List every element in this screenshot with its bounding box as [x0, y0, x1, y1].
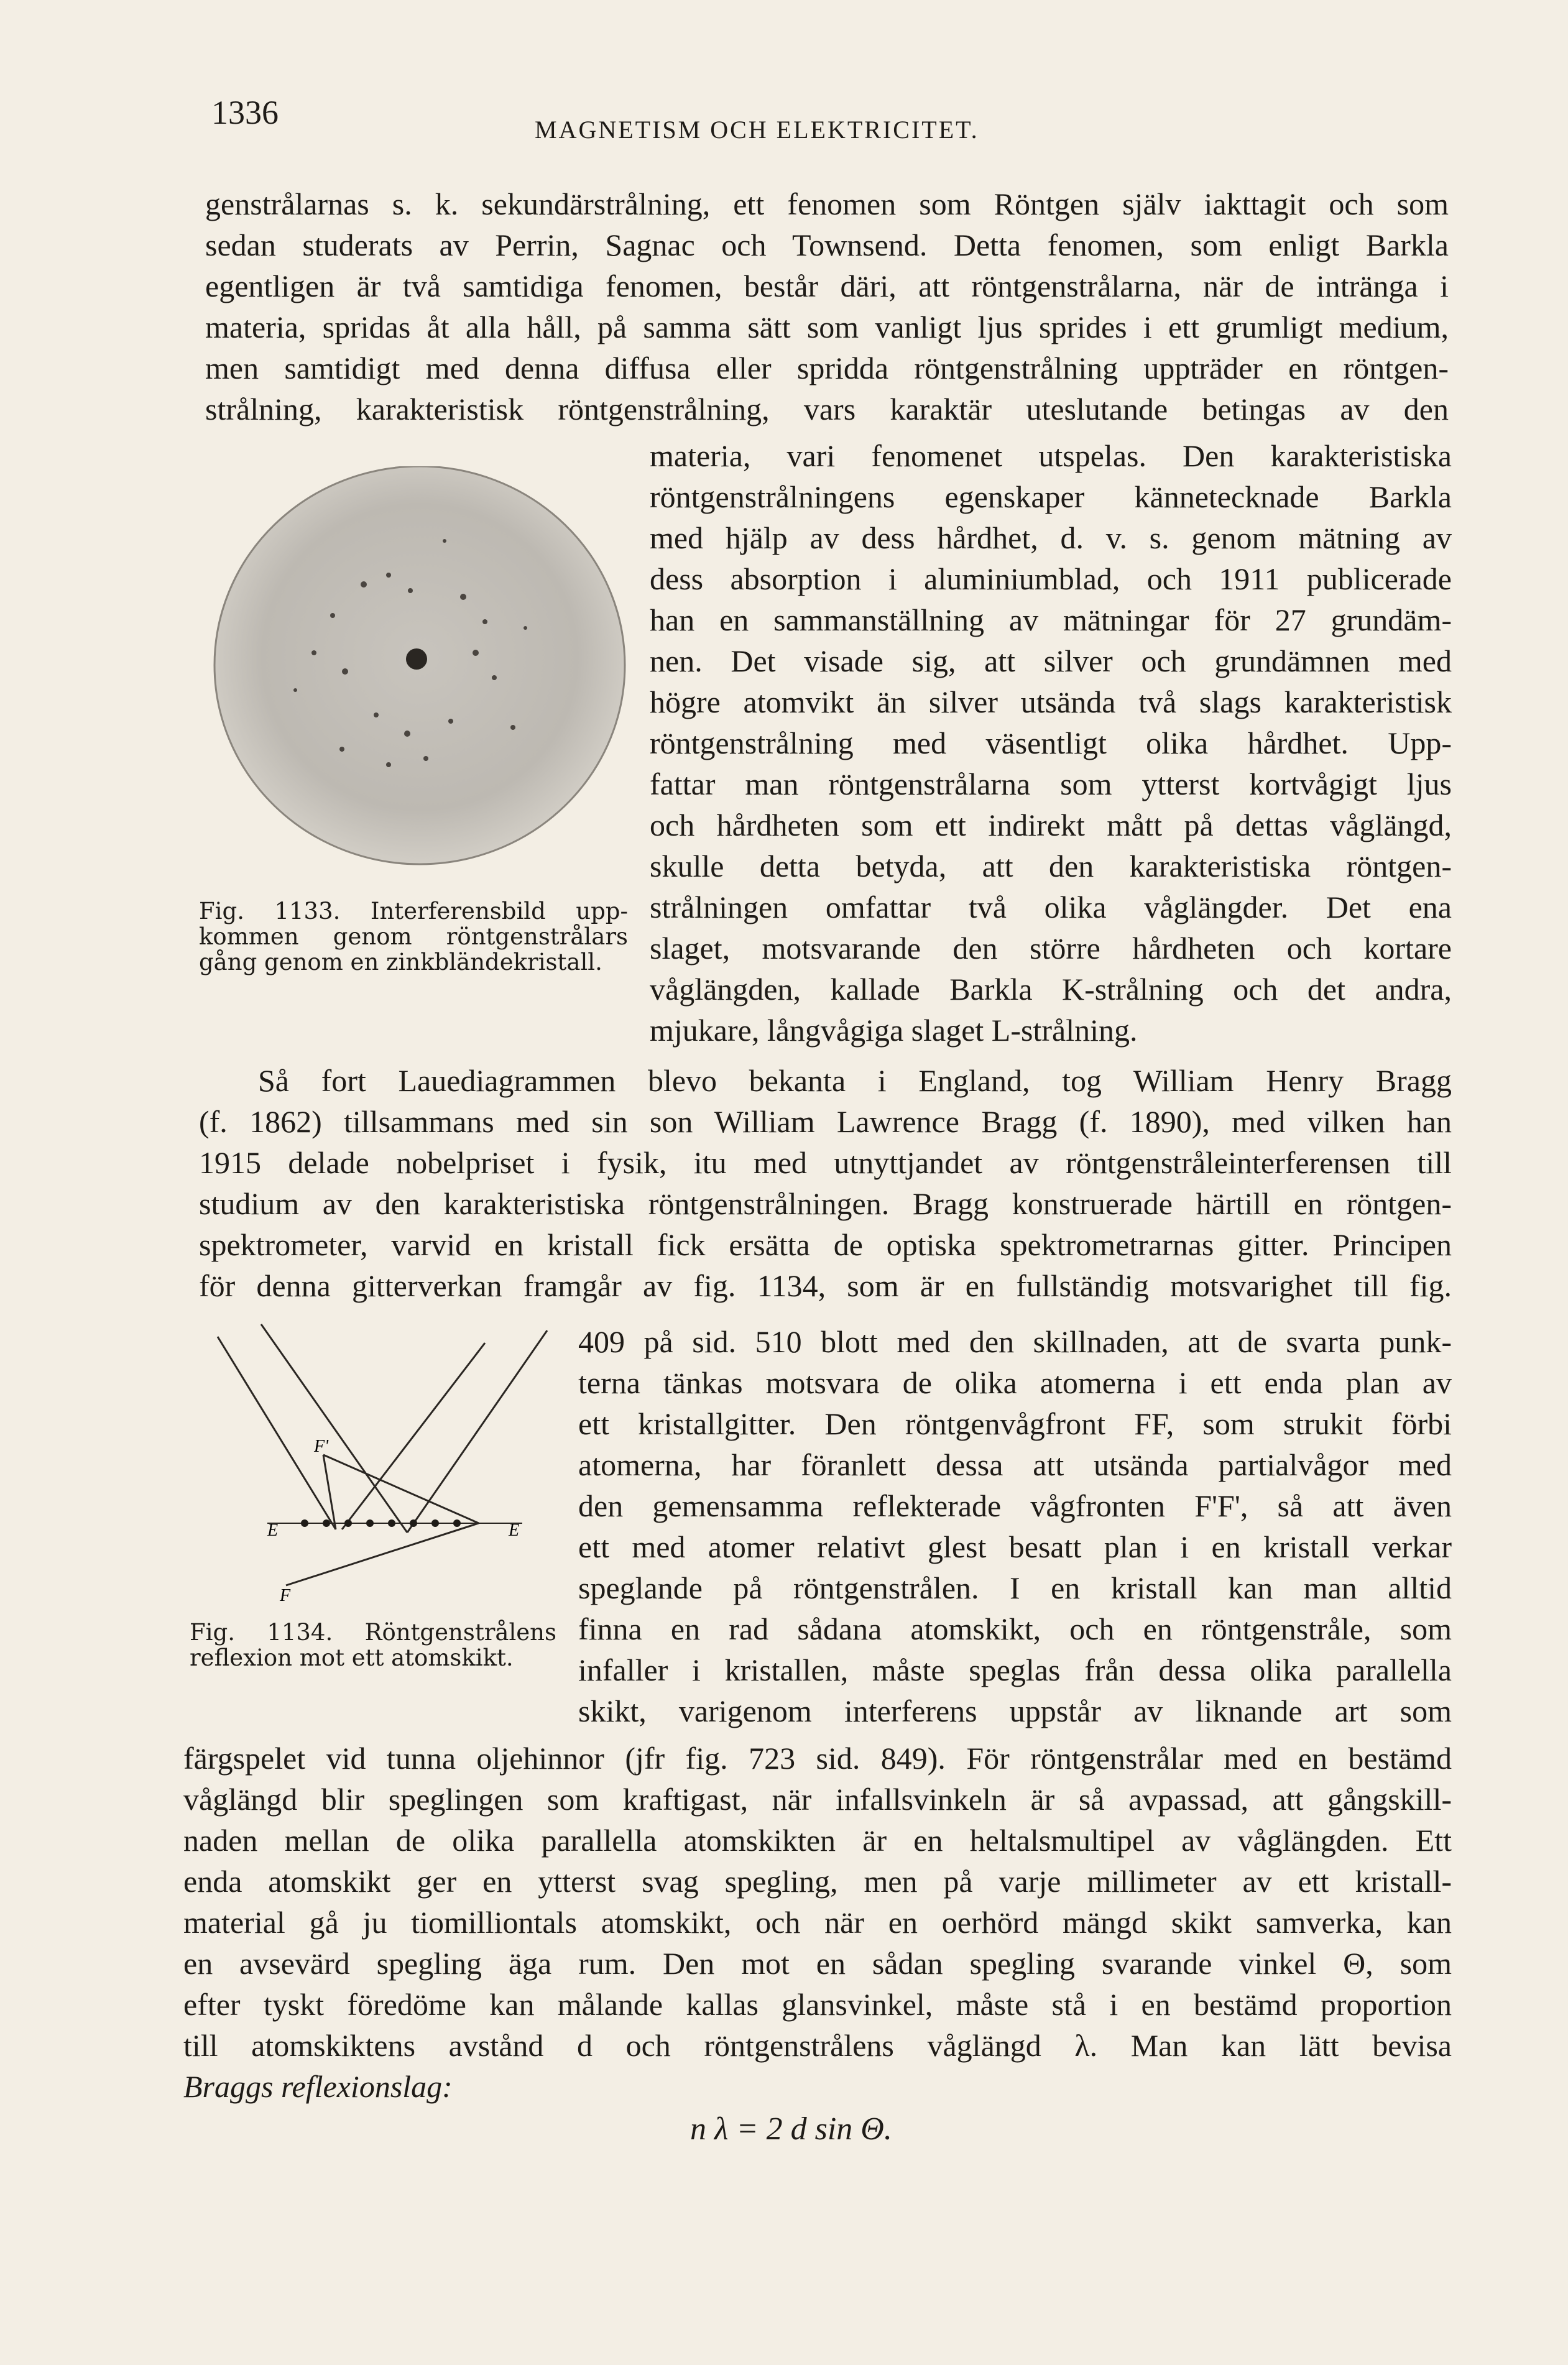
caption-line: Fig. 1134. Röntgenstrålens	[190, 1619, 556, 1646]
text-line: ett med atomer relativt glest besatt plan i en kristall verkar	[578, 1529, 1452, 1564]
text-line: speglande på röntgenstrålen. I en kristall kan man alltid	[578, 1570, 1452, 1605]
caption-line: reflexion mot ett atomskikt.	[190, 1644, 514, 1671]
paragraph-1	[205, 183, 1449, 430]
label-f-prime: F'	[314, 1437, 329, 1456]
text-line: 1915 delade nobelpriset i fysik, itu med utnyttjandet av röntgenstråleinterferensen till	[199, 1145, 1452, 1180]
text-line: sedan studerats av Perrin, Sagnac och Townsend. Detta fenomen, som enligt Barkla	[205, 228, 1449, 262]
text-line: enda atomskikt ger en ytterst svag spegling, men på varje millimeter av ett kristall-	[183, 1864, 1452, 1899]
caption-line: Fig. 1133. Interferensbild upp-	[199, 898, 628, 924]
running-header: MAGNETISM OCH ELEKTRICITET.	[535, 116, 979, 144]
caption-line: kommen genom röntgenstrålars	[199, 923, 628, 950]
text-line: våglängd blir speglingen som kraftigast, när infallsvinkeln är så avpassad, att gångskill-	[183, 1782, 1452, 1817]
text-line: och hårdheten som ett indirekt mått på dettas våglängd,	[650, 808, 1452, 842]
text-line: infaller i kristallen, måste speglas från dessa olika parallella	[578, 1653, 1452, 1687]
text-line: terna tänkas motsvara de olika atomerna i ett enda plan av	[578, 1365, 1452, 1400]
paragraph-3	[199, 1060, 1452, 1306]
text-line: med hjälp av dess hårdhet, d. v. s. genom mätning av	[650, 520, 1452, 555]
text-line: mjukare, långvågiga slaget L-strålning.	[650, 1013, 1138, 1048]
text-line: färgspelet vid tunna oljehinnor (jfr fig. 723 sid. 849). För röntgenstrålar med en bestämd	[183, 1741, 1452, 1776]
figure-caption-1134	[190, 1620, 556, 1671]
laue-diagram	[202, 466, 637, 889]
figure-caption-1133	[199, 898, 628, 975]
text-line: finna en rad sådana atomskikt, och en röntgenstråle, som	[578, 1611, 1452, 1646]
text-line: högre atomvikt än silver utsända två slags karakteristisk	[650, 685, 1452, 719]
text-line: nen. Det visade sig, att silver och grundämnen med	[650, 643, 1452, 678]
text-line: studium av den karakteristiska röntgenstrålningen. Bragg konstruerade härtill en röntgen-	[199, 1186, 1452, 1221]
text-line: han en sammanställning av mätningar för 27 grundäm-	[650, 602, 1452, 637]
text-line: efter tyskt föredöme kan målande kallas glansvinkel, måste stå i en bestämd proportion	[183, 1987, 1452, 2022]
text-line: naden mellan de olika parallella atomskikten är en heltalsmultipel av våglängden. Ett	[183, 1823, 1452, 1858]
label-f: F	[280, 1586, 291, 1605]
text-line: skulle detta betyda, att den karakteristiska röntgen-	[650, 849, 1452, 883]
text-line: materia, vari fenomenet utspelas. Den karakteristiska	[650, 438, 1452, 473]
text-line: slaget, motsvarande den större hårdheten och kortare	[650, 931, 1452, 966]
text-line: materia, spridas åt alla håll, på samma sätt som vanligt ljus sprides i ett grumligt medium,	[205, 310, 1449, 344]
text-line: 409 på sid. 510 blott med den skillnaden, att de svarta punk-	[578, 1324, 1452, 1359]
text-line: dess absorption i aluminiumblad, och 1911 publicerade	[650, 561, 1452, 596]
label-e-left: E	[267, 1521, 279, 1540]
text-line: Braggs reflexionslag:	[183, 2069, 453, 2104]
paragraph-4	[578, 1321, 1452, 1731]
text-line: men samtidigt med denna diffusa eller spridda röntgenstrålning uppträder en röntgen-	[205, 351, 1449, 385]
page-number: 1336	[211, 94, 279, 131]
text-line: spektrometer, varvid en kristall fick ersätta de optiska spektrometrarnas gitter. Principen	[199, 1227, 1452, 1262]
text-line: en avsevärd spegling äga rum. Den mot en sådan spegling svarande vinkel Θ, som	[183, 1946, 1452, 1981]
text-line: våglängden, kallade Barkla K-strålning och det andra,	[650, 972, 1452, 1007]
text-line: egentligen är två samtidiga fenomen, består däri, att röntgenstrålarna, när de intränga i	[205, 269, 1449, 303]
text-line: den gemensamma reflekterade vågfronten F'F', så att även	[578, 1488, 1452, 1523]
text-line: (f. 1862) tillsammans med sin son William Lawrence Bragg (f. 1890), med vilken han	[199, 1104, 1452, 1139]
text-line: atomerna, har föranlett dessa att utsända partialvågor med	[578, 1447, 1452, 1482]
caption-line: gång genom en zinkbländekristall.	[199, 949, 602, 975]
bragg-formula: n λ = 2 d sin Θ.	[690, 2111, 892, 2147]
text-line: genstrålarnas s. k. sekundärstrålning, ett fenomen som Röntgen själv iakttagit och som	[205, 187, 1449, 221]
text-line: fattar man röntgenstrålarna som ytterst kortvågigt ljus	[650, 767, 1452, 801]
text-line: strålning, karakteristisk röntgenstrålning, vars karaktär uteslutande betingas av den	[205, 392, 1449, 426]
paragraph-5	[183, 1738, 1452, 2107]
text-line: röntgenstrålningens egenskaper kännetecknade Barkla	[650, 479, 1452, 514]
paragraph-2	[650, 435, 1452, 1051]
text-line: ett kristallgitter. Den röntgenvågfront FF, som strukit förbi	[578, 1406, 1452, 1441]
bragg-reflection-diagram	[199, 1318, 609, 1616]
text-line: Så fort Lauediagrammen blevo bekanta i England, tog William Henry Bragg	[258, 1063, 1452, 1098]
text-line: till atomskiktens avstånd d och röntgenstrålens våglängd λ. Man kan lätt bevisa	[183, 2028, 1452, 2063]
label-e-right: E	[509, 1521, 520, 1540]
text-line: strålningen omfattar två olika våglängder. Det ena	[650, 890, 1452, 924]
text-line: material gå ju tiomilliontals atomskikt, och när en oerhörd mängd skikt samverka, kan	[183, 1905, 1452, 1940]
text-line: för denna gitterverkan framgår av fig. 1134, som är en fullständig motsvarighet till fig.	[199, 1268, 1452, 1303]
text-line: röntgenstrålning med väsentligt olika hårdhet. Upp-	[650, 726, 1452, 760]
text-line: skikt, varigenom interferens uppstår av liknande art som	[578, 1694, 1452, 1728]
